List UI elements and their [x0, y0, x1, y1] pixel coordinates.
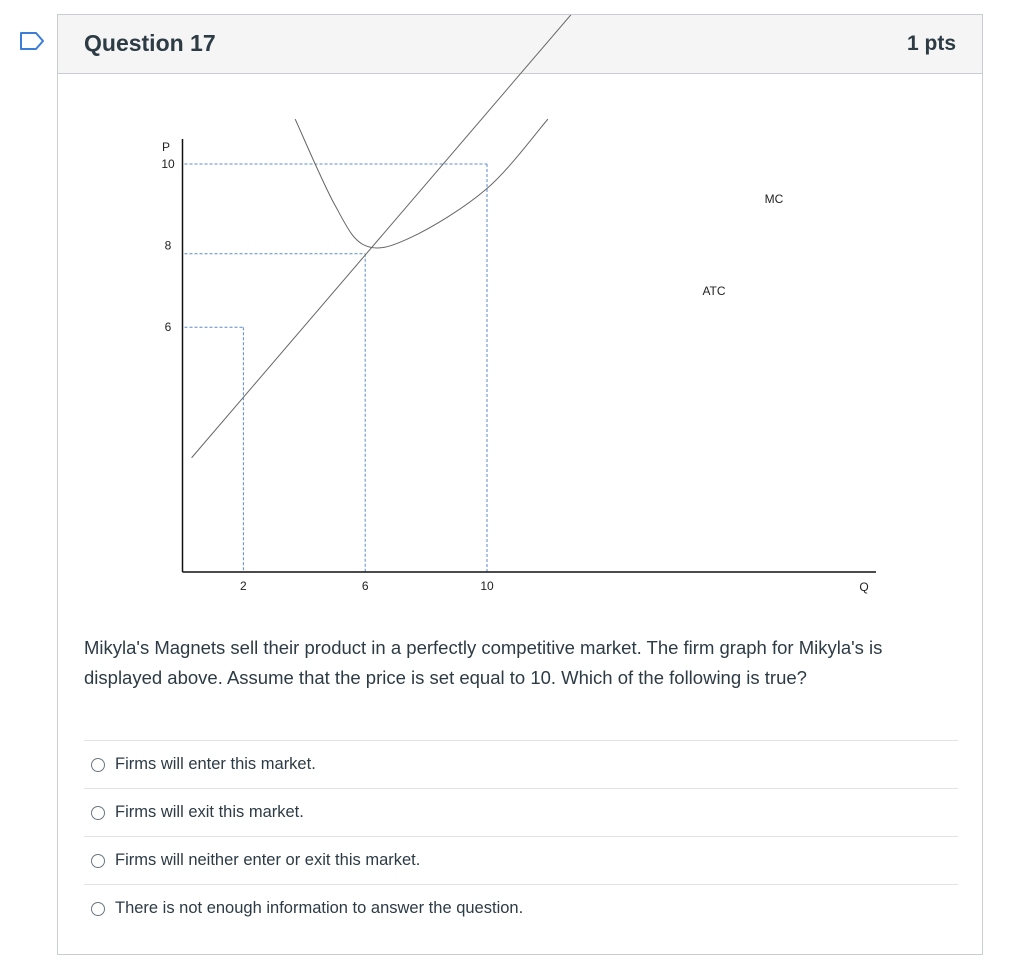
- answer-label: Firms will neither enter or exit this market.: [115, 851, 421, 869]
- question-points: 1 pts: [906, 32, 956, 55]
- answer-option[interactable]: [84, 836, 958, 884]
- atc-curve: [295, 119, 548, 248]
- y-tick-label: 8: [164, 238, 172, 253]
- radio-button[interactable]: [91, 854, 105, 868]
- answer-list: [84, 740, 958, 932]
- cost-curves-chart: [58, 15, 982, 615]
- radio-button[interactable]: [91, 758, 105, 772]
- x-tick-label: 6: [361, 579, 369, 593]
- answer-option[interactable]: [84, 788, 958, 836]
- question-title: Question 17: [84, 30, 216, 56]
- question-card: [57, 14, 983, 955]
- x-tick-label: 2: [240, 579, 247, 593]
- y-axis-label: P: [161, 140, 171, 154]
- radio-button[interactable]: [91, 806, 105, 820]
- x-axis-label: Q: [859, 580, 869, 594]
- answer-label: There is not enough information to answer the question.: [115, 899, 524, 917]
- answer-option[interactable]: [84, 884, 958, 932]
- radio-button[interactable]: [91, 902, 105, 916]
- question-text: Mikyla's Magnets sell their product in a perfectly competitive market. The firm graph for Mikyla's is displayed above. Assume that the price is set equal to 10. Which of the following is true?: [84, 637, 883, 688]
- y-tick-label: 6: [164, 320, 172, 335]
- flag-question-icon[interactable]: [19, 31, 45, 56]
- x-tick-label: 10: [480, 579, 494, 593]
- mc-curve: [192, 15, 643, 458]
- answer-label: Firms will exit this market.: [115, 803, 304, 821]
- mc-curve-label: MC: [764, 192, 784, 206]
- atc-curve-label: ATC: [702, 284, 726, 298]
- answer-label: Firms will enter this market.: [115, 755, 316, 773]
- y-tick-label: 10: [161, 157, 175, 171]
- answer-option[interactable]: [84, 740, 958, 788]
